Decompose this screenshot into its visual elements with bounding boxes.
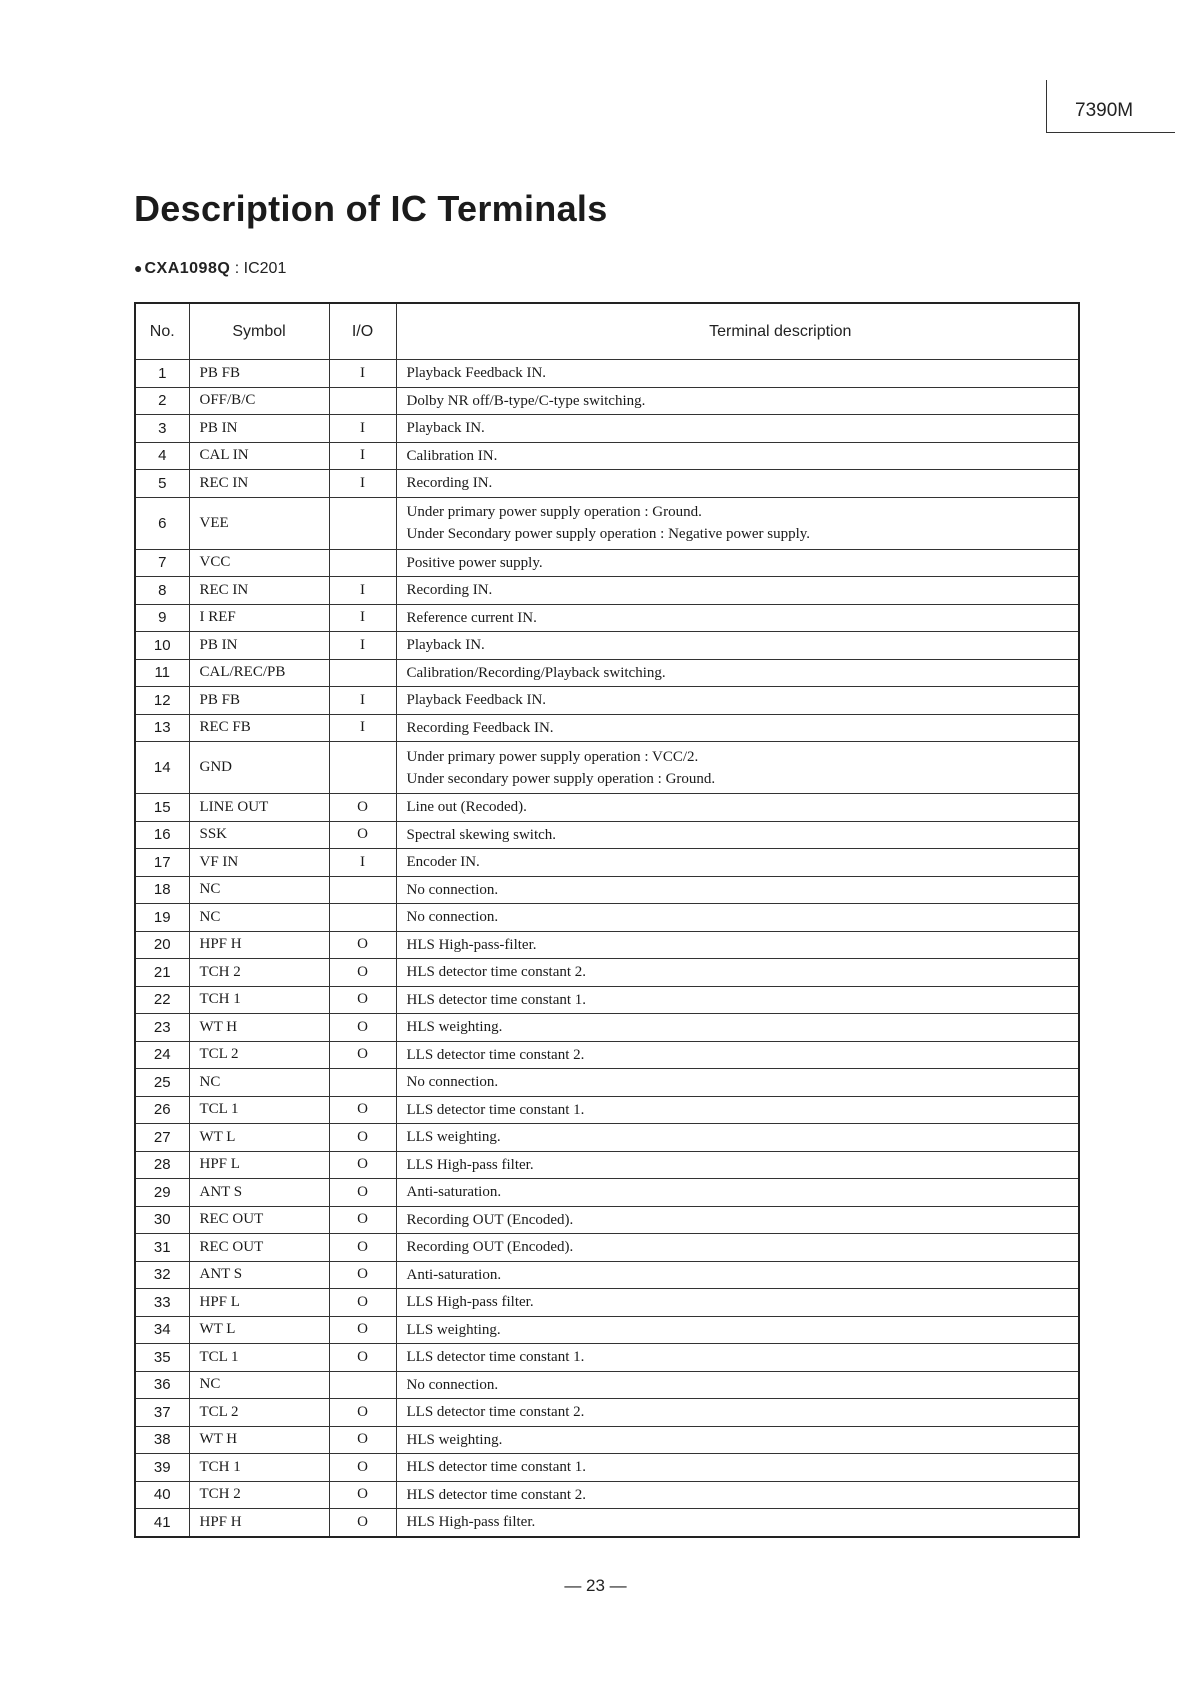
cell-io: I — [329, 714, 396, 742]
cell-description: HLS detector time constant 2. — [396, 1481, 1079, 1509]
cell-description: HLS detector time constant 1. — [396, 986, 1079, 1014]
cell-io: O — [329, 1124, 396, 1152]
table-row — [135, 1069, 1079, 1097]
cell-description: Reference current IN. — [396, 604, 1079, 632]
cell-symbol: WT L — [189, 1316, 329, 1344]
cell-no: 20 — [135, 931, 189, 959]
cell-symbol: GND — [189, 742, 329, 794]
cell-description: Under primary power supply operation : VCC/2. Under secondary power supply operation : Ground. — [396, 742, 1079, 794]
table-body — [135, 360, 1079, 1537]
cell-io: I — [329, 849, 396, 877]
cell-description: LLS detector time constant 1. — [396, 1344, 1079, 1372]
table-row — [135, 497, 1079, 549]
cell-description: No connection. — [396, 904, 1079, 932]
cell-io: O — [329, 1014, 396, 1042]
cell-io: O — [329, 1234, 396, 1262]
cell-symbol: VCC — [189, 549, 329, 577]
cell-io — [329, 387, 396, 415]
cell-symbol: REC IN — [189, 577, 329, 605]
table-row — [135, 1179, 1079, 1207]
ic-subtitle — [134, 260, 286, 278]
cell-no: 1 — [135, 360, 189, 388]
cell-description: No connection. — [396, 1371, 1079, 1399]
cell-description: No connection. — [396, 1069, 1079, 1097]
cell-description: Playback Feedback IN. — [396, 687, 1079, 715]
cell-symbol: REC IN — [189, 470, 329, 498]
cell-io — [329, 549, 396, 577]
cell-io: O — [329, 1041, 396, 1069]
cell-no: 12 — [135, 687, 189, 715]
table-row — [135, 876, 1079, 904]
cell-no: 21 — [135, 959, 189, 987]
table-row — [135, 549, 1079, 577]
cell-description: Recording IN. — [396, 577, 1079, 605]
table-row — [135, 742, 1079, 794]
table-row — [135, 821, 1079, 849]
cell-symbol: NC — [189, 904, 329, 932]
terminal-table — [134, 302, 1080, 1538]
table-row — [135, 931, 1079, 959]
table-row — [135, 415, 1079, 443]
header-no: No. — [135, 303, 189, 360]
cell-no: 29 — [135, 1179, 189, 1207]
cell-symbol: NC — [189, 1371, 329, 1399]
table-row — [135, 1041, 1079, 1069]
cell-description: HLS detector time constant 2. — [396, 959, 1079, 987]
cell-symbol: VF IN — [189, 849, 329, 877]
cell-description: Encoder IN. — [396, 849, 1079, 877]
cell-io — [329, 904, 396, 932]
cell-symbol: WT H — [189, 1014, 329, 1042]
cell-no: 16 — [135, 821, 189, 849]
cell-symbol: TCL 1 — [189, 1344, 329, 1372]
cell-symbol: VEE — [189, 497, 329, 549]
cell-description: Recording OUT (Encoded). — [396, 1234, 1079, 1262]
table-row — [135, 1289, 1079, 1317]
cell-io — [329, 742, 396, 794]
cell-symbol: TCH 1 — [189, 1454, 329, 1482]
cell-symbol: WT L — [189, 1124, 329, 1152]
cell-description: LLS weighting. — [396, 1124, 1079, 1152]
cell-symbol: NC — [189, 1069, 329, 1097]
cell-no: 13 — [135, 714, 189, 742]
table-row — [135, 659, 1079, 687]
cell-no: 15 — [135, 794, 189, 822]
cell-io: I — [329, 470, 396, 498]
page-number: — 23 — — [564, 1576, 627, 1595]
cell-description: Anti-saturation. — [396, 1261, 1079, 1289]
cell-symbol: PB FB — [189, 687, 329, 715]
cell-description: LLS detector time constant 2. — [396, 1041, 1079, 1069]
table-row — [135, 1454, 1079, 1482]
cell-io: O — [329, 1454, 396, 1482]
cell-symbol: TCH 2 — [189, 959, 329, 987]
cell-io — [329, 497, 396, 549]
cell-no: 7 — [135, 549, 189, 577]
cell-description: Calibration/Recording/Playback switching. — [396, 659, 1079, 687]
table-row — [135, 687, 1079, 715]
cell-description: Recording Feedback IN. — [396, 714, 1079, 742]
cell-symbol: REC FB — [189, 714, 329, 742]
cell-io: O — [329, 931, 396, 959]
header-description: Terminal description — [396, 303, 1079, 360]
cell-symbol: REC OUT — [189, 1206, 329, 1234]
cell-description: LLS weighting. — [396, 1316, 1079, 1344]
cell-symbol: HPF L — [189, 1289, 329, 1317]
cell-no: 10 — [135, 632, 189, 660]
cell-no: 22 — [135, 986, 189, 1014]
cell-symbol: ANT S — [189, 1179, 329, 1207]
header-io: I/O — [329, 303, 396, 360]
cell-symbol: REC OUT — [189, 1234, 329, 1262]
cell-no: 39 — [135, 1454, 189, 1482]
cell-symbol: CAL IN — [189, 442, 329, 470]
cell-no: 37 — [135, 1399, 189, 1427]
cell-io — [329, 1371, 396, 1399]
table-row — [135, 1371, 1079, 1399]
cell-description: Dolby NR off/B-type/C-type switching. — [396, 387, 1079, 415]
cell-io: O — [329, 1151, 396, 1179]
cell-no: 17 — [135, 849, 189, 877]
table-row — [135, 794, 1079, 822]
table-row — [135, 1234, 1079, 1262]
cell-io: I — [329, 360, 396, 388]
cell-symbol: TCL 1 — [189, 1096, 329, 1124]
cell-symbol: PB IN — [189, 632, 329, 660]
cell-io: O — [329, 986, 396, 1014]
table-row — [135, 442, 1079, 470]
cell-io: O — [329, 1206, 396, 1234]
model-number-box — [1046, 80, 1175, 133]
cell-description: LLS High-pass filter. — [396, 1151, 1079, 1179]
table-row — [135, 1096, 1079, 1124]
table-row — [135, 632, 1079, 660]
cell-symbol: HPF H — [189, 931, 329, 959]
table-row — [135, 470, 1079, 498]
cell-description: LLS High-pass filter. — [396, 1289, 1079, 1317]
cell-description: HLS High-pass-filter. — [396, 931, 1079, 959]
cell-description: Recording OUT (Encoded). — [396, 1206, 1079, 1234]
cell-io — [329, 1069, 396, 1097]
cell-io: I — [329, 442, 396, 470]
model-number: 7390M — [1075, 100, 1134, 121]
cell-io: O — [329, 1289, 396, 1317]
cell-symbol: WT H — [189, 1426, 329, 1454]
cell-description: HLS weighting. — [396, 1014, 1079, 1042]
cell-description: Line out (Recoded). — [396, 794, 1079, 822]
cell-symbol: TCL 2 — [189, 1399, 329, 1427]
cell-io: O — [329, 1316, 396, 1344]
cell-no: 2 — [135, 387, 189, 415]
table-row — [135, 959, 1079, 987]
table-row — [135, 1399, 1079, 1427]
subtitle-separator: : — [230, 260, 244, 277]
cell-io: I — [329, 687, 396, 715]
cell-io: O — [329, 1481, 396, 1509]
cell-description: LLS detector time constant 1. — [396, 1096, 1079, 1124]
table-row — [135, 986, 1079, 1014]
cell-description: LLS detector time constant 2. — [396, 1399, 1079, 1427]
cell-io: O — [329, 821, 396, 849]
table-row — [135, 1261, 1079, 1289]
cell-no: 35 — [135, 1344, 189, 1372]
cell-io: I — [329, 632, 396, 660]
cell-no: 36 — [135, 1371, 189, 1399]
cell-symbol: NC — [189, 876, 329, 904]
table-row — [135, 1014, 1079, 1042]
cell-no: 3 — [135, 415, 189, 443]
cell-no: 28 — [135, 1151, 189, 1179]
page-title: Description of IC Terminals — [134, 188, 608, 229]
cell-description: Calibration IN. — [396, 442, 1079, 470]
bullet-icon: ● — [134, 260, 143, 276]
cell-symbol: CAL/REC/PB — [189, 659, 329, 687]
cell-description: Spectral skewing switch. — [396, 821, 1079, 849]
table-row — [135, 577, 1079, 605]
cell-symbol: HPF L — [189, 1151, 329, 1179]
ic-part-number: CXA1098Q — [144, 260, 231, 277]
cell-symbol: LINE OUT — [189, 794, 329, 822]
table-row — [135, 1509, 1079, 1537]
cell-no: 24 — [135, 1041, 189, 1069]
cell-io: O — [329, 1509, 396, 1537]
cell-no: 5 — [135, 470, 189, 498]
cell-symbol: TCH 1 — [189, 986, 329, 1014]
cell-io: O — [329, 794, 396, 822]
cell-io: O — [329, 1426, 396, 1454]
cell-no: 41 — [135, 1509, 189, 1537]
cell-io: O — [329, 1179, 396, 1207]
cell-io: O — [329, 1096, 396, 1124]
cell-no: 19 — [135, 904, 189, 932]
table-row — [135, 1124, 1079, 1152]
cell-io — [329, 659, 396, 687]
cell-no: 26 — [135, 1096, 189, 1124]
cell-description: No connection. — [396, 876, 1079, 904]
cell-no: 31 — [135, 1234, 189, 1262]
table-row — [135, 604, 1079, 632]
cell-no: 23 — [135, 1014, 189, 1042]
cell-symbol: HPF H — [189, 1509, 329, 1537]
cell-io: I — [329, 415, 396, 443]
table-header-row — [135, 303, 1079, 360]
cell-no: 11 — [135, 659, 189, 687]
table-row — [135, 1481, 1079, 1509]
cell-no: 27 — [135, 1124, 189, 1152]
table-row — [135, 1206, 1079, 1234]
table-row — [135, 849, 1079, 877]
cell-no: 32 — [135, 1261, 189, 1289]
cell-no: 34 — [135, 1316, 189, 1344]
cell-symbol: PB FB — [189, 360, 329, 388]
cell-no: 4 — [135, 442, 189, 470]
cell-description: Under primary power supply operation : Ground. Under Secondary power supply operation : Negative power supply. — [396, 497, 1079, 549]
cell-no: 33 — [135, 1289, 189, 1317]
cell-description: Playback Feedback IN. — [396, 360, 1079, 388]
cell-description: HLS High-pass filter. — [396, 1509, 1079, 1537]
cell-description: Recording IN. — [396, 470, 1079, 498]
cell-io: I — [329, 604, 396, 632]
table-row — [135, 714, 1079, 742]
cell-no: 18 — [135, 876, 189, 904]
table-row — [135, 904, 1079, 932]
ic-reference: IC201 — [243, 260, 287, 277]
cell-io: O — [329, 1344, 396, 1372]
cell-io — [329, 876, 396, 904]
cell-io: I — [329, 577, 396, 605]
cell-description: Positive power supply. — [396, 549, 1079, 577]
table-row — [135, 387, 1079, 415]
cell-symbol: PB IN — [189, 415, 329, 443]
cell-description: HLS weighting. — [396, 1426, 1079, 1454]
cell-no: 30 — [135, 1206, 189, 1234]
header-symbol: Symbol — [189, 303, 329, 360]
cell-no: 6 — [135, 497, 189, 549]
cell-symbol: TCL 2 — [189, 1041, 329, 1069]
table-row — [135, 1151, 1079, 1179]
cell-symbol: SSK — [189, 821, 329, 849]
cell-description: Playback IN. — [396, 632, 1079, 660]
table-row — [135, 360, 1079, 388]
cell-io: O — [329, 1261, 396, 1289]
table-row — [135, 1344, 1079, 1372]
cell-no: 14 — [135, 742, 189, 794]
cell-symbol: TCH 2 — [189, 1481, 329, 1509]
cell-no: 8 — [135, 577, 189, 605]
cell-description: HLS detector time constant 1. — [396, 1454, 1079, 1482]
cell-description: Anti-saturation. — [396, 1179, 1079, 1207]
cell-no: 40 — [135, 1481, 189, 1509]
cell-no: 25 — [135, 1069, 189, 1097]
cell-no: 38 — [135, 1426, 189, 1454]
cell-io: O — [329, 959, 396, 987]
table-row — [135, 1316, 1079, 1344]
cell-symbol: OFF/B/C — [189, 387, 329, 415]
cell-description: Playback IN. — [396, 415, 1079, 443]
cell-symbol: ANT S — [189, 1261, 329, 1289]
cell-io: O — [329, 1399, 396, 1427]
table-row — [135, 1426, 1079, 1454]
cell-no: 9 — [135, 604, 189, 632]
cell-symbol: I REF — [189, 604, 329, 632]
